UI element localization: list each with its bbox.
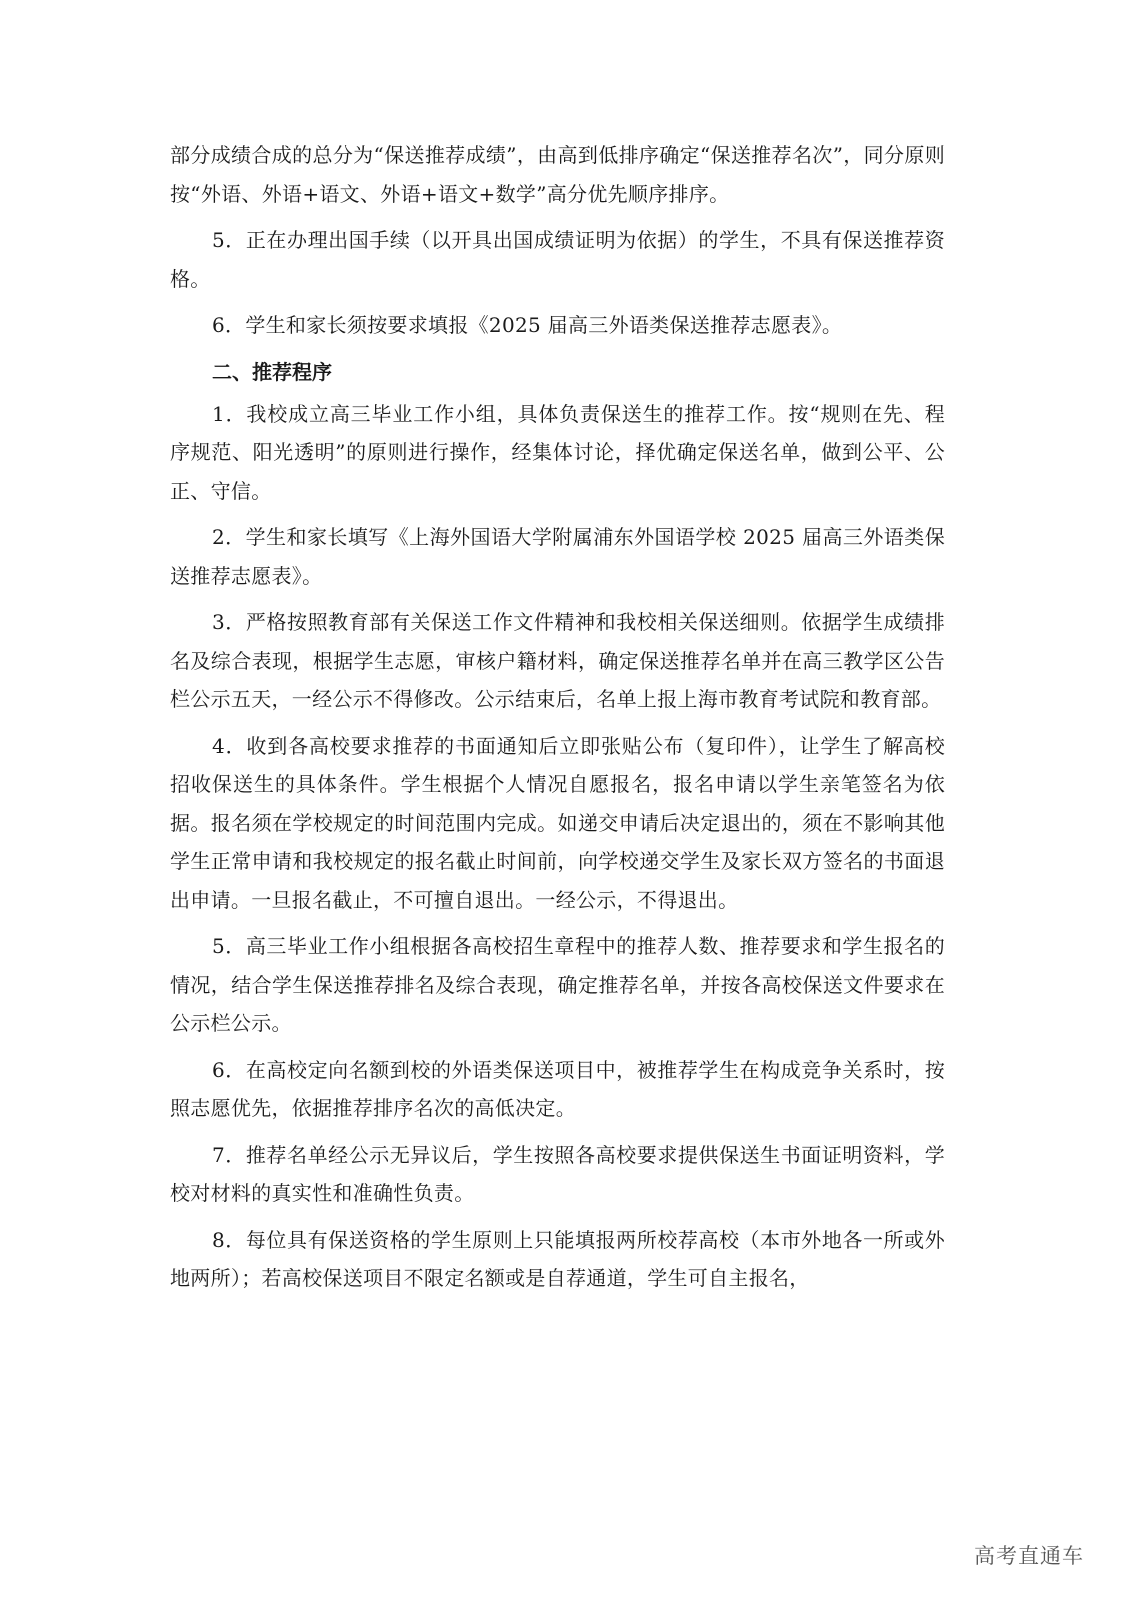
procedure-step-3: 3．严格按照教育部有关保送工作文件精神和我校相关保送细则。依据学生成绩排名及综合表现，根据学生志愿，审核户籍材料，确定保送推荐名单并在高三教学区公告栏公示五天，一经公示不得修改。公示结束后，名单上报上海市教育考试院和教育部。 xyxy=(170,610,945,711)
watermark-text: 高考直通车 xyxy=(974,1544,1084,1568)
paragraph-item-5: 5．正在办理出国手续（以开具出国成绩证明为依据）的学生，不具有保送推荐资格。 xyxy=(170,228,945,291)
procedure-step-6: 6．在高校定向名额到校的外语类保送项目中，被推荐学生在构成竞争关系时，按照志愿优先，依据推荐排序名次的高低决定。 xyxy=(170,1057,945,1120)
paragraph-item-6: 6．学生和家长须按要求填报《2025 届高三外语类保送推荐志愿表》。 xyxy=(212,313,843,337)
section-heading: 二、推荐程序 xyxy=(212,359,332,384)
procedure-step-1: 1．我校成立高三毕业工作小组，具体负责保送生的推荐工作。按“规则在先、程序规范、阳光透明”的原则进行操作，经集体讨论，择优确定保送名单，做到公平、公正、守信。 xyxy=(170,401,945,503)
procedure-step-4: 4．收到各高校要求推荐的书面通知后立即张贴公布（复印件），让学生了解高校招收保送生的具体条件。学生根据个人情况自愿报名，报名申请以学生亲笔签名为依据。报名须在学校规定的时间范围内完成。如递交申请后决定退出的，须在不影响其他学生正常申请和我校规定的报名截止时间前，向学校递交学生及家长双方签名的书面退出申请。一旦报名截止，不可擅自退出。一经公示，不得退出。 xyxy=(170,733,945,912)
procedure-step-2: 2．学生和家长填写《上海外国语大学附属浦东外国语学校 2025 届高三外语类保送推荐志愿表》。 xyxy=(170,525,945,588)
document-body xyxy=(170,136,945,1306)
procedure-step-7: 7．推荐名单经公示无异议后，学生按照各高校要求提供保送生书面证明资料，学校对材料的真实性和准确性负责。 xyxy=(170,1142,945,1205)
procedure-step-5: 5．高三毕业工作小组根据各高校招生章程中的推荐人数、推荐要求和学生报名的情况，结合学生保送推荐排名及综合表现，确定推荐名单，并按各高校保送文件要求在公示栏公示。 xyxy=(170,934,945,1035)
procedure-step-8: 8．每位具有保送资格的学生原则上只能填报两所校荐高校（本市外地各一所或外地两所）；若高校保送项目不限定名额或是自荐通道，学生可自主报名， xyxy=(170,1227,945,1290)
paragraph-continuation: 部分成绩合成的总分为“保送推荐成绩”，由高到低排序确定“保送推荐名次”，同分原则按“外语、外语+语文、外语+语文+数学”高分优先顺序排序。 xyxy=(170,143,945,206)
